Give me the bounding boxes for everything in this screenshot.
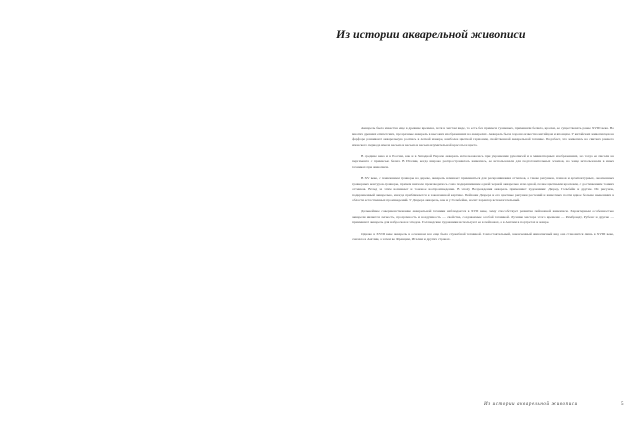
paragraph: Дальнейшее совершенствование акварельной техники наблюдается в XVII веке, чему способствует развитие пейзажной живописи. Характерным особенностью акварели является легкость, прозрачность и воздушность — свойства, создаваемые особой техникой. Лучшие мастера этого времени — Рембрандт, Рубенс и другие — применяют акварель для набросков и этюдов. Голландские художники используют ее в пейзажах, а в Англии в портретах и жанре.	[352, 209, 614, 225]
page-number: 5	[621, 402, 624, 407]
page-title: Из истории акварельной живописи	[336, 27, 526, 41]
body-text	[352, 126, 614, 378]
paragraph: В средние века и в России, как и в Западной Европе акварель использовалась при украшении рукописей и в миниатюрных изображениях, но тогда ее писали на пергаменте с примесью белил. В Италии, когда широко распространилась живопись, ее использовали для подготовительных эскизов, но чаще использовали в иных техниках при живописи.	[352, 153, 614, 169]
running-head: Из истории акварельной живописи	[484, 402, 578, 407]
paragraph: Однако в XVIII веке акварель в основном все еще была служебной техникой. Самостоятельный, законченный живописный вид она становится лишь в XVIII веке, сначала в Англии, а затем во Франции, Италии и других странах.	[352, 231, 614, 242]
paragraph: В XV веке, с появлением гравюры на дереве, акварель начинает применяться для раскрашивания оттисков, а также рисунков, планов и архитектурных, оконченных гравюрных контуров-гравюры, причем вначале производилось само подкрашивание одной черной акварелью или одной, позже цветными красками, с достижением тонких оттенков. Вслед за этим возникает и тоновое воспроизведение. В эпоху Возрождения акварель применяют художники: Дюрер, Гольбейн и другие. Их рисунок, подкрашенный акварелью, иногда приближается к законченной картине. Пейзажи Дюрера и его цветные рисунки растений и животных почти вдвое больше нынешних в области естественных произведений. У Дюрера акварель, как и у Гольбейна, носит характер вспомогательный.	[352, 176, 614, 203]
paragraph: Акварель была известна еще в древние времена, хотя в чистом виде, то есть без примеси гуашевых, применяли белила, краски, ее существовать ранее XVIII века. Во многих древних египетских, прозрачные акварель в высоких изображениях на акварелях. Акварель была хорошо известна китайцам и японцам. У китайских живописцев на фарфоре развивают акварельную роспись в легкой манере, наиболее цветной гармонии, свойственной акварельной технике. Подобает, что живопись на свитках раннего японского периода имела весьма и весьма и весьма изумительной красоты и цвета.	[352, 126, 614, 147]
